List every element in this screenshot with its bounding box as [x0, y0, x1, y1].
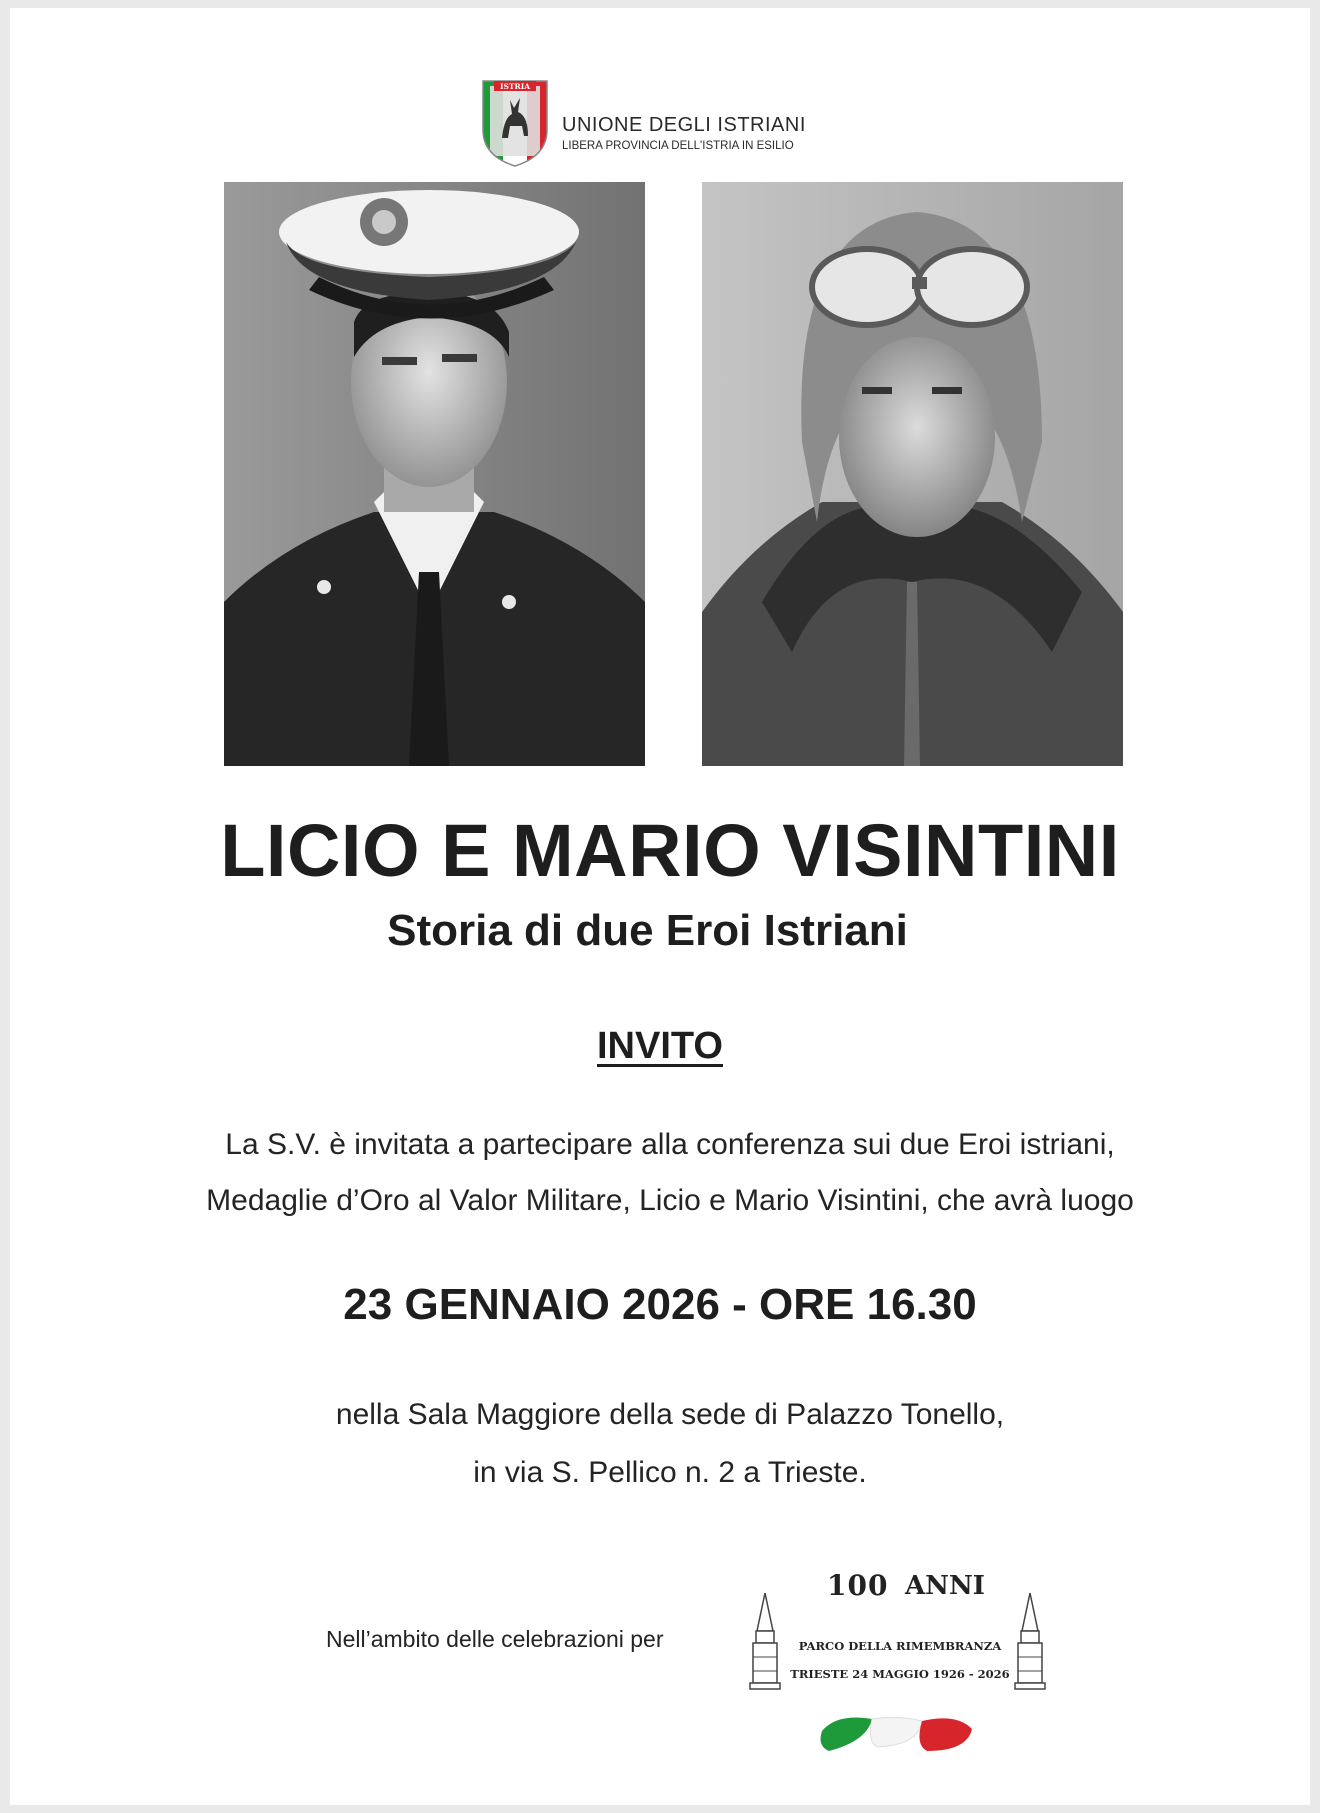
org-subtitle: LIBERA PROVINCIA DELL'ISTRIA IN ESILIO: [562, 140, 794, 152]
event-subtitle: Storia di due Eroi Istriani: [387, 906, 908, 955]
parco-label: PARCO DELLA RIMEMBRANZA: [798, 1639, 1002, 1653]
anniversary-logo: [755, 1563, 1045, 1793]
svg-text:ISTRIA: ISTRIA: [499, 82, 531, 91]
anniversary-number: 100: [827, 1569, 889, 1602]
header-logo: [480, 78, 860, 173]
celebration-text: Nell’ambito delle celebrazioni per: [326, 1626, 664, 1652]
anniversary-word: ANNI: [905, 1571, 985, 1601]
aviator-portrait-image: [702, 182, 1123, 766]
invito-heading: [10, 1025, 1320, 1068]
location-line-1: nella Sala Maggiore della sede di Palazzo Tonello,: [335, 1398, 1005, 1431]
portrait-photo-mario: [702, 182, 1123, 766]
org-name: UNIONE DEGLI ISTRIANI: [562, 114, 806, 136]
event-datetime: 23 GENNAIO 2026 - ORE 16.30: [343, 1280, 977, 1329]
invitation-page: [10, 8, 1310, 1805]
location-line-2: in via S. Pellico n. 2 a Trieste.: [473, 1456, 867, 1489]
invitation-text-line-2: Medaglie d’Oro al Valor Militare, Licio e Mario Visintini, che avrà luogo: [206, 1184, 1134, 1217]
invito-label: INVITO: [597, 1025, 723, 1067]
italian-flag-brushstroke-icon: [817, 1701, 977, 1761]
event-title: LICIO E MARIO VISINTINI: [220, 809, 1120, 892]
portrait-photo-licio: [224, 182, 645, 766]
invitation-text-line-1: La S.V. è invitata a partecipare alla conferenza sui due Eroi istriani,: [225, 1128, 1115, 1161]
istria-shield-icon: [480, 78, 550, 168]
naval-officer-portrait-image: [224, 182, 645, 766]
anniversary-date-range: TRIESTE 24 MAGGIO 1926 - 2026: [790, 1667, 1010, 1681]
